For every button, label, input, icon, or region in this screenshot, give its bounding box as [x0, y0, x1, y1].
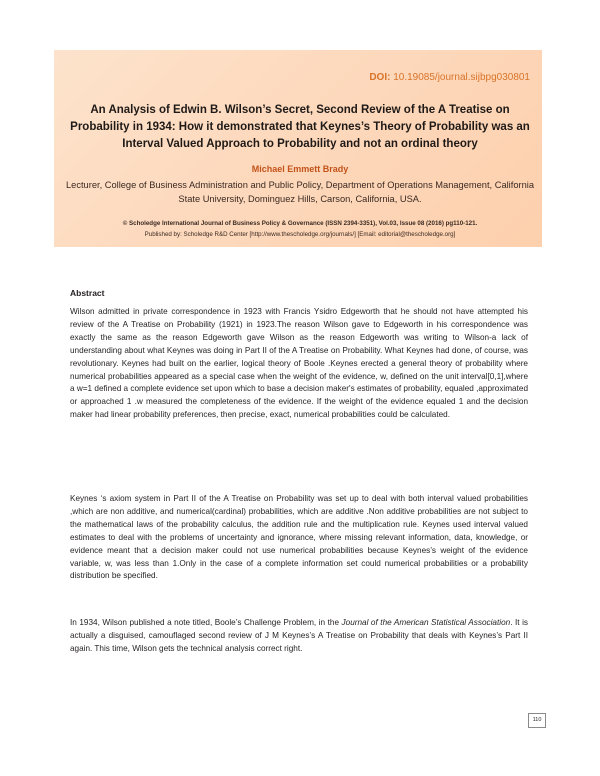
doi-line — [369, 72, 530, 83]
paragraph-1: Wilson admitted in private correspondence in 1923 with Francis Ysidro Edgeworth that he should not have attempted his review of the A Treatise on Probability (1921) in 1923.The reason Wilson gave to Edgeworth in his correspondence was exactly the same as the reason Edgeworth gave Wilson as the reason Edgeworth was writing to Wilson-a lack of understanding about what Keynes was doing in Part II of the A Treatise on Probability. What Keynes had done, of course, was revolutionary. Keynes had built on the earlier, logical theory of Boole .Keynes erected a general theory of probability where numerical probabilities appeared as a special case when the weight of the evidence, w, defined on the unit interval[0,1],where a w=1 defined a complete evidence set upon which to base a decision maker's estimates of probability, equaled ,approximated or approached 1 .w measured the completeness of the evidence. If the weight of the evidence equaled 1 and the decision maker had linear probability preferences, then precise, exact, numerical probabilities could be calculated. — [70, 307, 528, 420]
journal-info — [60, 218, 540, 240]
paragraph-2: Keynes ‘s axiom system in Part II of the A Treatise on Probability was set up to deal with both interval valued probabilities ,which are non additive, and numerical(cardinal) probabilities, which are additive .Non additive probabilities are not subject to the mathematical laws of the probability calculus, the addition rule and the multiplication rule. Keynes used interval valued estimates to deal with the problems of uncertainty and ignorance, where missing relevant information, data, knowledge, or evidence meant that a decision maker could not use numerical probabilities because Keynes’s weight of the evidence variable, w, was less than 1.Only in the case of a complete information set could numerical probabilities or a probability distribution be specified. — [70, 494, 528, 581]
doi-label: DOI: — [369, 72, 391, 83]
doi-value[interactable]: 10.19085/journal.sijbpg030801 — [390, 72, 530, 83]
abstract-heading: Abstract — [70, 288, 105, 298]
journal-name: Journal of the American Statistical Association — [341, 618, 511, 627]
paragraph-3 — [70, 617, 528, 656]
author-name: Michael Emmett Brady — [251, 164, 349, 174]
journal-citation: © Scholedge International Journal of Business Policy & Governance (ISSN 2394-3351), Vol.03, Issue 08 (2016) pg110-121. — [122, 220, 478, 227]
page-number: 110 — [528, 713, 546, 728]
author-affiliation: Lecturer, College of Business Administration and Public Policy, Department of Operations Management, California State University, Dominguez Hills, Carson, California, USA. — [65, 180, 534, 204]
paper-title: An Analysis of Edwin B. Wilson’s Secret, Second Review of the A Treatise on Probability in 1934: How it demonstrated that Keynes’s Theory of Probability was an Interval Valued Approach to Probability and not an ordinal theory — [70, 104, 530, 150]
paragraph-3-end: . It is actually a disguised, camouflaged second review of J M Keynes’s A Treatise on Probability that deals with Keynes’s Part II again. This time, Wilson gets the technical analysis correct right. — [70, 618, 528, 653]
publisher-line: Published by: Scholedge R&D Center [http://www.thescholedge.org/journals/] [Email: editorial@thescholedge.org] — [144, 231, 456, 238]
paragraph-3-start: In 1934, Wilson published a note titled, Boole’s Challenge Problem, in the — [70, 618, 342, 627]
